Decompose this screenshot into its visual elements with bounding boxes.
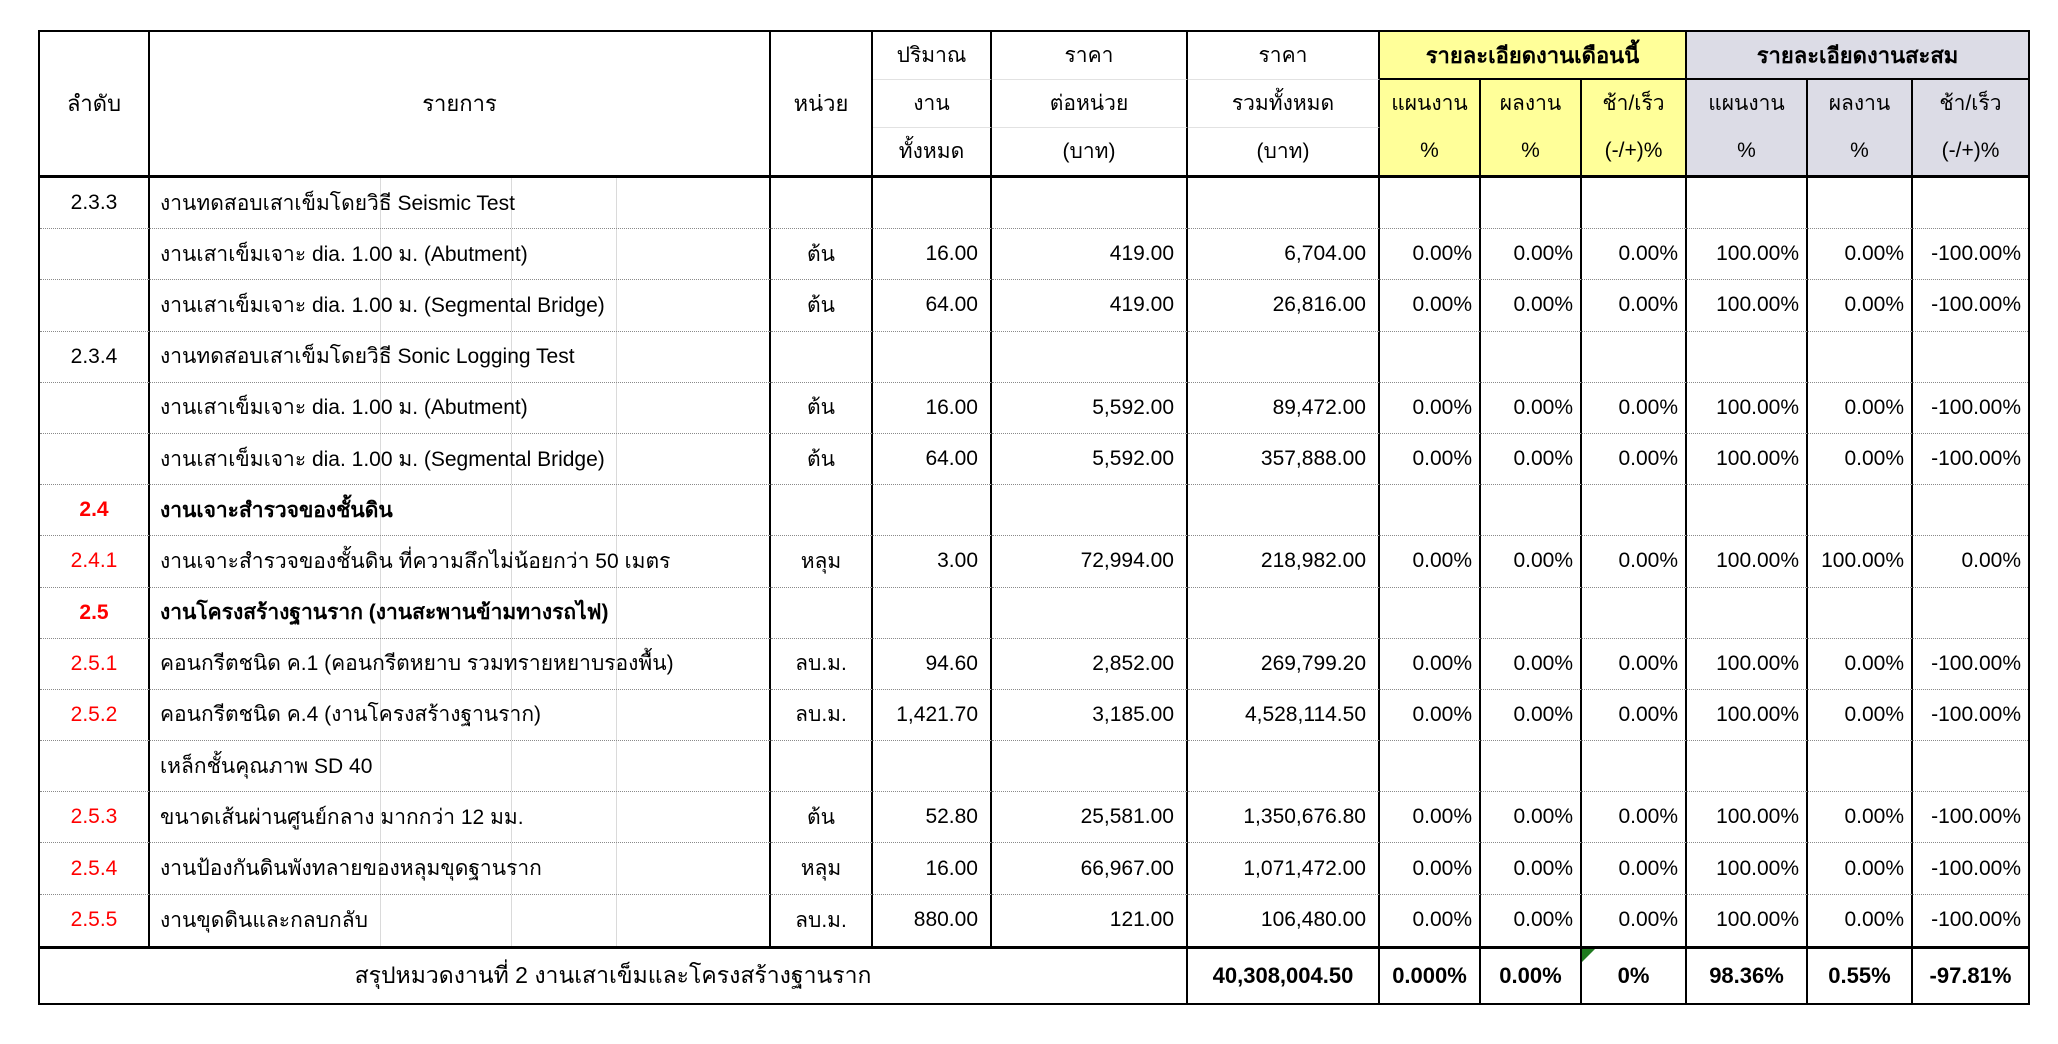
cell-unit-price: 72,994.00 [992,536,1188,587]
cell-cum-actual [1808,485,1913,536]
header-cum-plan [1687,80,1808,175]
summary-cum-actual: 0.55% [1808,949,1913,1003]
cell-unit-price: 5,592.00 [992,434,1188,485]
cell-month-diff [1582,741,1687,792]
cell-unit: ต้น [771,383,873,434]
cell-item: งานเสาเข็มเจาะ dia. 1.00 ม. (Abutment) [150,383,771,434]
cell-month-plan: 0.00% [1380,229,1481,280]
cell-no [40,229,150,280]
cell-item: ขนาดเส้นผ่านศูนย์กลาง มากกว่า 12 มม. [150,792,771,843]
cell-cum-plan [1687,178,1808,229]
cell-month-actual: 0.00% [1481,434,1582,485]
cell-cum-plan [1687,485,1808,536]
cell-month-plan: 0.00% [1380,690,1481,741]
cell-unit-price: 419.00 [992,229,1188,280]
cell-no: 2.4 [40,485,150,536]
cell-cum-diff: -100.00% [1913,229,2028,280]
cell-cum-actual: 100.00% [1808,536,1913,587]
cell-item: งานทดสอบเสาเข็มโดยวิธี Seismic Test [150,178,771,229]
cell-month-actual [1481,588,1582,639]
header-cum-diff [1913,80,2028,175]
header-month-actual-pct: % [1521,139,1540,163]
cell-qty [873,741,992,792]
cell-item: งานโครงสร้างฐานราก (งานสะพานข้ามทางรถไฟ) [150,588,771,639]
summary-month-plan: 0.000% [1380,949,1481,1003]
cell-unit [771,178,873,229]
header-cum-actual-label: ผลงาน [1828,92,1891,116]
header-qty-line1: ปริมาณ [873,32,992,80]
cell-cum-plan: 100.00% [1687,229,1808,280]
cell-cum-actual [1808,741,1913,792]
cell-cum-diff: 0.00% [1913,536,2028,587]
header-no: ลำดับ [40,32,150,175]
cell-no [40,741,150,792]
cell-item: เหล็กชั้นคุณภาพ SD 40 [150,741,771,792]
header-totalprice-line1: ราคา [1188,32,1380,80]
header-month-plan [1380,80,1481,175]
cell-month-plan: 0.00% [1380,792,1481,843]
header-group-month: รายละเอียดงานเดือนนี้ [1380,32,1687,80]
cell-cum-actual: 0.00% [1808,639,1913,690]
cell-item: งานขุดดินและกลบกลับ [150,895,771,946]
summary-label: สรุปหมวดงานที่ 2 งานเสาเข็มและโครงสร้างฐานราก [40,949,1188,1003]
cell-month-plan [1380,588,1481,639]
cell-cum-plan [1687,741,1808,792]
cell-month-diff: 0.00% [1582,434,1687,485]
cell-month-plan [1380,741,1481,792]
cell-month-actual: 0.00% [1481,843,1582,894]
cell-total-price [1188,485,1380,536]
cell-item: คอนกรีตชนิด ค.1 (คอนกรีตหยาบ รวมทรายหยาบรองพื้น) [150,639,771,690]
cell-unit [771,588,873,639]
cell-cum-diff: -100.00% [1913,792,2028,843]
cell-month-plan: 0.00% [1380,536,1481,587]
header-month-plan-label: แผนงาน [1391,92,1468,116]
cell-month-plan: 0.00% [1380,383,1481,434]
cell-cum-plan [1687,588,1808,639]
cell-no: 2.4.1 [40,536,150,587]
header-month-diff-label: ช้า/เร็ว [1602,92,1665,116]
cell-total-price: 26,816.00 [1188,280,1380,331]
header-month-actual [1481,80,1582,175]
header-cum-plan-label: แผนงาน [1708,92,1785,116]
cell-total-price [1188,178,1380,229]
cell-unit-price: 2,852.00 [992,639,1188,690]
cell-month-plan [1380,178,1481,229]
cell-month-plan: 0.00% [1380,434,1481,485]
cell-cum-diff [1913,485,2028,536]
cell-unit-price [992,741,1188,792]
cell-month-diff: 0.00% [1582,229,1687,280]
summary-cum-plan: 98.36% [1687,949,1808,1003]
cell-month-actual: 0.00% [1481,690,1582,741]
cell-month-diff: 0.00% [1582,639,1687,690]
cell-cum-plan: 100.00% [1687,536,1808,587]
cell-unit [771,741,873,792]
cell-item: งานเสาเข็มเจาะ dia. 1.00 ม. (Abutment) [150,229,771,280]
cell-item: งานเสาเข็มเจาะ dia. 1.00 ม. (Segmental Bridge) [150,434,771,485]
header-month-plan-pct: % [1420,139,1439,163]
cell-unit: ลบ.ม. [771,895,873,946]
header-qty-line2: งาน [873,80,992,128]
cell-cum-diff: -100.00% [1913,383,2028,434]
cell-unit: ลบ.ม. [771,690,873,741]
cell-total-price: 1,350,676.80 [1188,792,1380,843]
cell-cum-diff [1913,178,2028,229]
cell-cum-actual [1808,178,1913,229]
cell-qty: 94.60 [873,639,992,690]
header-cum-diff-label: ช้า/เร็ว [1939,92,2002,116]
cell-qty [873,485,992,536]
summary-cum-diff: -97.81% [1929,962,2012,988]
cell-unit: ต้น [771,229,873,280]
cell-cum-actual: 0.00% [1808,843,1913,894]
cell-month-plan: 0.00% [1380,843,1481,894]
cell-no: 2.5.1 [40,639,150,690]
cell-unit-price [992,178,1188,229]
cell-item: งานป้องกันดินพังทลายของหลุมขุดฐานราก [150,843,771,894]
cell-month-diff [1582,178,1687,229]
cell-month-plan [1380,332,1481,383]
cell-unit-price: 5,592.00 [992,383,1188,434]
cell-cum-actual: 0.00% [1808,895,1913,946]
cell-month-diff: 0.00% [1582,843,1687,894]
cell-item: งานเจาะสำรวจของชั้นดิน [150,485,771,536]
cell-no: 2.5.3 [40,792,150,843]
cell-total-price [1188,332,1380,383]
cell-item: งานเจาะสำรวจของชั้นดิน ที่ความลึกไม่น้อยกว่า 50 เมตร [150,536,771,587]
cell-cum-diff [1913,588,2028,639]
header-cum-actual [1808,80,1913,175]
cell-month-actual: 0.00% [1481,383,1582,434]
cell-cum-diff: -100.00% [1931,908,2021,932]
cell-total-price: 218,982.00 [1188,536,1380,587]
cell-cum-diff: -100.00% [1913,690,2028,741]
cell-month-diff: 0.00% [1582,690,1687,741]
cell-unit-price: 121.00 [992,895,1188,946]
cell-month-diff: 0.00% [1582,792,1687,843]
summary-row [40,946,2028,1003]
cell-no: 2.5.2 [40,690,150,741]
cell-cum-actual [1808,588,1913,639]
header-cum-plan-pct: % [1737,139,1756,163]
cell-month-diff: 0.00% [1582,383,1687,434]
table-body [40,178,2028,946]
cell-total-price: 89,472.00 [1188,383,1380,434]
cell-cum-plan: 100.00% [1687,383,1808,434]
cell-month-actual: 0.00% [1481,895,1582,946]
cell-cum-diff: -100.00% [1913,639,2028,690]
cell-cum-diff: -100.00% [1913,434,2028,485]
cell-cum-actual [1808,332,1913,383]
header-unitprice-line1: ราคา [992,32,1188,80]
cell-cum-plan: 100.00% [1687,843,1808,894]
cell-qty [873,332,992,383]
cell-unit-price: 3,185.00 [992,690,1188,741]
cell-unit-price: 25,581.00 [992,792,1188,843]
header-totalprice-line3: (บาท) [1188,128,1380,175]
table-header [40,32,2028,178]
error-flag-icon [1582,949,1595,962]
cell-no: 2.3.3 [40,178,150,229]
cell-total-price: 4,528,114.50 [1188,690,1380,741]
cell-cum-diff: -100.00% [1913,280,2028,331]
cell-qty [873,178,992,229]
cell-cum-plan: 100.00% [1687,895,1808,946]
header-month-actual-label: ผลงาน [1499,92,1562,116]
summary-month-actual: 0.00% [1481,949,1582,1003]
cell-qty: 1,421.70 [873,690,992,741]
cell-no [40,383,150,434]
cell-cum-plan: 100.00% [1687,280,1808,331]
cell-month-actual [1481,332,1582,383]
cell-cum-actual: 0.00% [1808,280,1913,331]
cell-unit-price: 66,967.00 [992,843,1188,894]
cell-unit: หลุม [771,536,873,587]
cell-no: 2.5.4 [40,843,150,894]
cell-cum-actual: 0.00% [1808,229,1913,280]
header-item: รายการ [150,32,771,175]
cell-month-diff [1582,588,1687,639]
cell-qty: 64.00 [873,280,992,331]
header-qty-line3: ทั้งหมด [873,128,992,175]
cell-month-actual: 0.00% [1481,536,1582,587]
cell-qty: 16.00 [873,383,992,434]
cell-item: คอนกรีตชนิด ค.4 (งานโครงสร้างฐานราก) [150,690,771,741]
cell-unit-price [992,588,1188,639]
header-group-cumulative: รายละเอียดงานสะสม [1687,32,2028,80]
progress-table [38,30,2030,1005]
cell-month-diff [1582,332,1687,383]
cell-month-actual: 0.00% [1481,280,1582,331]
cell-cum-actual: 0.00% [1808,792,1913,843]
cell-cum-actual: 0.00% [1808,434,1913,485]
cell-month-actual: 0.00% [1481,792,1582,843]
cell-unit [771,485,873,536]
cell-unit-price [992,485,1188,536]
cell-cum-diff [1913,741,2028,792]
cell-total-price: 1,071,472.00 [1188,843,1380,894]
cell-unit: ต้น [771,792,873,843]
cell-unit: ต้น [771,434,873,485]
cell-qty: 880.00 [873,895,992,946]
cell-month-diff: 0.00% [1582,536,1687,587]
cell-qty: 64.00 [873,434,992,485]
cell-no [40,434,150,485]
header-cum-diff-pct: (-/+)% [1941,139,2000,163]
header-unit: หน่วย [771,32,873,175]
cell-cum-diff: -100.00% [1913,843,2028,894]
cell-no: 2.3.4 [40,332,150,383]
cell-no: 2.5 [40,588,150,639]
cell-month-actual: 0.00% [1481,639,1582,690]
cell-month-plan: 0.00% [1380,895,1481,946]
cell-item: งานทดสอบเสาเข็มโดยวิธี Sonic Logging Test [150,332,771,383]
cell-cum-diff [1913,332,2028,383]
cell-qty: 16.00 [873,229,992,280]
cell-cum-plan: 100.00% [1687,792,1808,843]
header-month-diff-pct: (-/+)% [1604,139,1663,163]
cell-month-diff: 0.00% [1582,895,1687,946]
cell-unit: หลุม [771,843,873,894]
cell-total-price [1188,588,1380,639]
cell-cum-plan: 100.00% [1687,690,1808,741]
cell-total-price: 6,704.00 [1188,229,1380,280]
header-totalprice-line2: รวมทั้งหมด [1188,80,1380,128]
cell-month-actual [1481,178,1582,229]
cell-cum-plan [1687,332,1808,383]
cell-month-plan [1380,485,1481,536]
header-cum-actual-pct: % [1850,139,1869,163]
cell-month-actual [1481,485,1582,536]
cell-qty: 16.00 [873,843,992,894]
cell-unit [771,332,873,383]
header-month-diff [1582,80,1687,175]
cell-cum-plan: 100.00% [1687,639,1808,690]
cell-total-price [1188,741,1380,792]
cell-unit-price [992,332,1188,383]
cell-no [40,280,150,331]
cell-month-plan: 0.00% [1380,280,1481,331]
header-unitprice-line3: (บาท) [992,128,1188,175]
cell-unit: ต้น [771,280,873,331]
cell-total-price: 269,799.20 [1188,639,1380,690]
cell-cum-plan: 100.00% [1687,434,1808,485]
cell-month-actual: 0.00% [1481,229,1582,280]
cell-qty: 52.80 [873,792,992,843]
cell-total-price: 357,888.00 [1188,434,1380,485]
cell-month-actual [1481,741,1582,792]
cell-unit-price: 419.00 [992,280,1188,331]
cell-item: งานเสาเข็มเจาะ dia. 1.00 ม. (Segmental Bridge) [150,280,771,331]
cell-qty: 3.00 [873,536,992,587]
cell-month-plan: 0.00% [1380,639,1481,690]
summary-month-diff [1582,949,1687,1003]
cell-month-diff: 0.00% [1582,280,1687,331]
cell-month-diff [1582,485,1687,536]
cell-cum-actual: 0.00% [1808,383,1913,434]
cell-qty [873,588,992,639]
header-unitprice-line2: ต่อหน่วย [992,80,1188,128]
cell-total-price: 106,480.00 [1188,895,1380,946]
cell-unit: ลบ.ม. [771,639,873,690]
summary-month-diff-value: 0% [1617,962,1650,988]
summary-total: 40,308,004.50 [1188,949,1380,1003]
cell-no: 2.5.5 [40,895,150,946]
cell-cum-actual: 0.00% [1808,690,1913,741]
